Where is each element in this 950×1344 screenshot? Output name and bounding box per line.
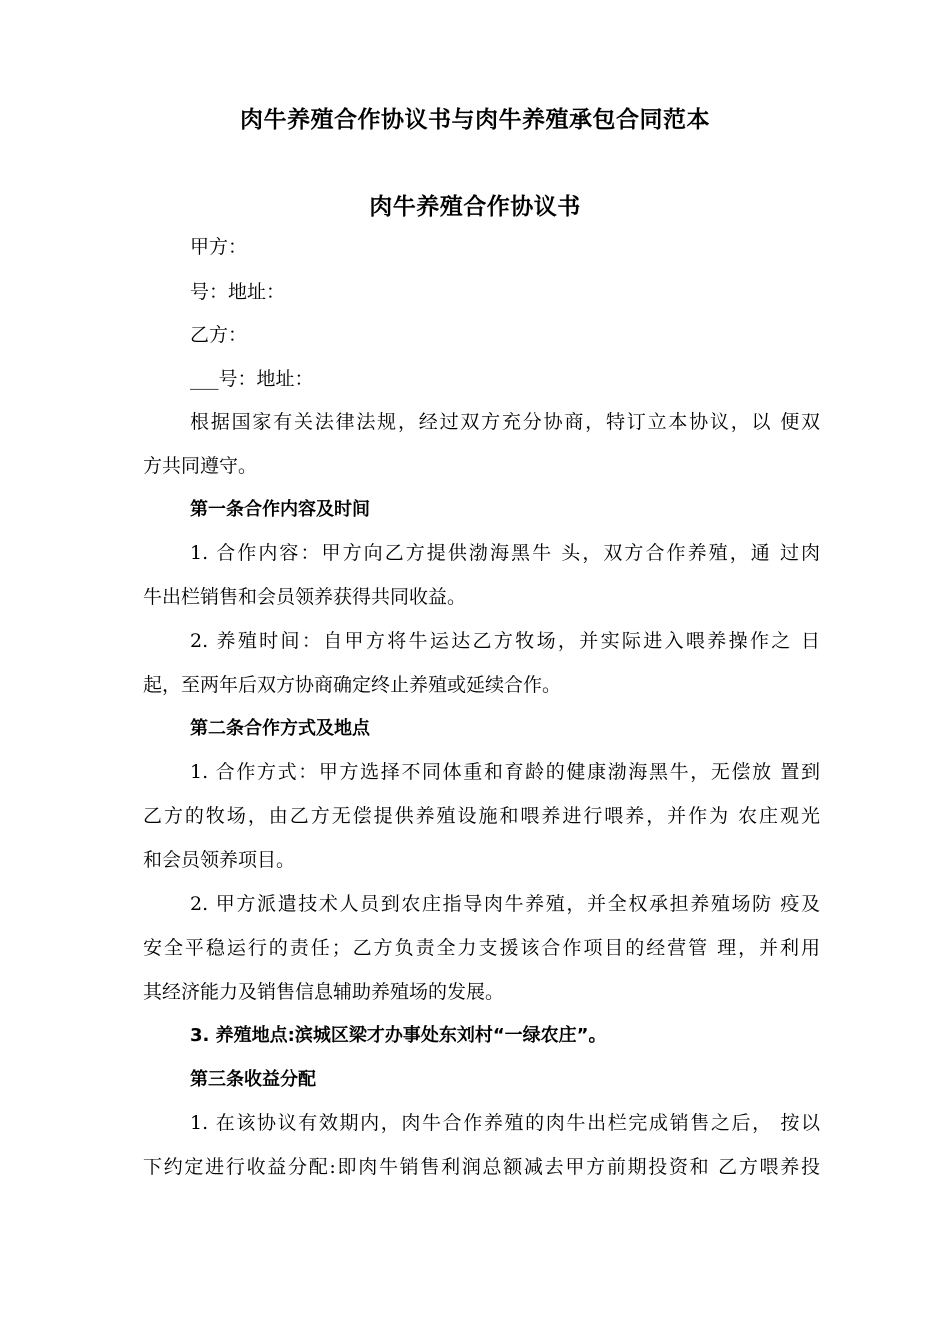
- article-2-item-3: 3. 养殖地点:滨城区梁才办事处东刘村“一绿农庄”。: [190, 1025, 607, 1046]
- document-main-title: 肉牛养殖合作协议书与肉牛养殖承包合同范本: [240, 107, 710, 133]
- article-3-item-1-line-1: 1. 在该协议有效期内，肉牛合作养殖的肉牛出栏完成销售之后， 按以: [190, 1112, 820, 1134]
- article-3-item-1-line-2: 下约定进行收益分配:即肉牛销售利润总额减去甲方前期投资和 乙方喂养投: [143, 1156, 820, 1178]
- article-2-item-2-line-2: 安全平稳运行的责任；乙方负责全力支援该合作项目的经营管 理，并利用: [143, 937, 820, 959]
- article-1-item-2-line-1: 2. 养殖时间：自甲方将牛运达乙方牧场，并实际进入喂养操作之 日: [190, 630, 820, 652]
- article-2-item-2-line-3: 其经济能力及销售信息辅助养殖场的发展。: [143, 981, 505, 1003]
- article-2-item-1-line-1: 1. 合作方式：甲方选择不同体重和育龄的健康渤海黑牛，无偿放 置到: [190, 761, 820, 783]
- agreement-title: 肉牛养殖合作协议书: [369, 194, 581, 220]
- preamble-line-1: 根据国家有关法律法规，经过双方充分协商，特订立本协议，以 便双: [190, 411, 820, 433]
- party-b-line: 乙方：: [190, 324, 248, 346]
- article-1-item-1-line-2: 牛出栏销售和会员领养获得共同收益。: [143, 586, 467, 608]
- article-1-item-1-line-1: 1. 合作内容：甲方向乙方提供渤海黑牛 头，双方合作养殖，通 过肉: [190, 542, 820, 564]
- article-3-heading: 第三条收益分配: [190, 1069, 316, 1090]
- party-a-line: 甲方：: [190, 236, 248, 258]
- article-1-heading: 第一条合作内容及时间: [190, 499, 370, 520]
- article-1-item-2-line-2: 起，至两年后双方协商确定终止养殖或延续合作。: [143, 674, 562, 696]
- party-b-address-line: ___号：地址：: [190, 368, 314, 390]
- article-2-item-1-line-3: 和会员领养项目。: [143, 849, 296, 871]
- article-2-item-1-line-2: 乙方的牧场，由乙方无偿提供养殖设施和喂养进行喂养，并作为 农庄观光: [143, 805, 820, 827]
- article-2-heading: 第二条合作方式及地点: [190, 718, 370, 739]
- preamble-line-2: 方共同遵守。: [143, 455, 258, 477]
- party-a-address-line: 号：地址：: [190, 281, 286, 303]
- article-2-item-2-line-1: 2. 甲方派遣技术人员到农庄指导肉牛养殖，并全权承担养殖场防 疫及: [190, 893, 820, 915]
